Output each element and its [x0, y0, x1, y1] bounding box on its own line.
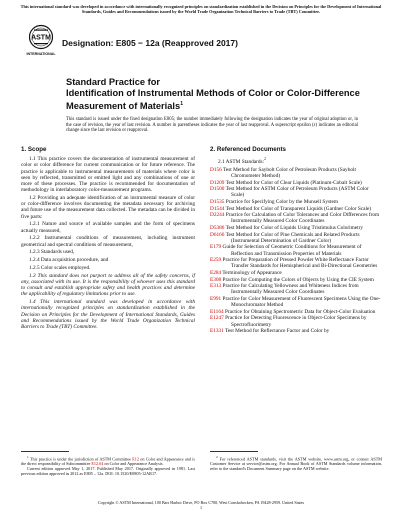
reference-code-link[interactable]: E1331: [210, 328, 224, 335]
logo-text: INTERNATIONAL: [26, 52, 56, 56]
tbt-notice: This international standard was developed in accordance with internationally recognized principles on standardization established in the Decision on Principles for the Development of International Standards, Guides and Recommendations issued by the World Trade Organization Technical Barriers to Trade (TBT) Committee.: [20, 4, 382, 15]
reference-code-link[interactable]: D1535: [210, 198, 225, 205]
reference-item: [210, 212, 382, 224]
standard-label: Standard Practice for: [66, 77, 161, 87]
footnote-2-body: For referenced ASTM standards, visit the ASTM website, www.astm.org, or contact ASTM Customer Service at service@astm.org. For Annual Book of ASTM Standards volume information, refer to the standard's Document Summary page on the ASTM website.: [210, 456, 383, 472]
reference-code-link[interactable]: D1209: [210, 179, 225, 186]
footnote-1-mark: 1: [27, 455, 29, 459]
reference-item: [210, 270, 382, 276]
footnote-mark-2: 2: [264, 157, 266, 162]
reference-title: Terminology of Appearance: [222, 269, 282, 276]
reference-code-link[interactable]: D156: [210, 166, 222, 173]
reference-item: [210, 206, 382, 212]
reference-code-link[interactable]: D1544: [210, 205, 225, 212]
section-heading-references: 2. Referenced Documents: [210, 146, 286, 153]
section-heading-scope: 1. Scope: [21, 146, 47, 153]
paragraph-1-2-5: 1.2.5 Color scales employed.: [29, 265, 91, 272]
reference-item: [210, 199, 382, 205]
reference-code-link[interactable]: E1164: [210, 308, 224, 315]
paragraph-1-2: 1.2 Providing an adequate identification of an instrumental measure of color or color-difference involves documenting the metadata necessary for archiving and future use of the measurement data collected. The metadata can be divided in five parts:: [21, 195, 195, 220]
reference-item: [210, 309, 382, 315]
reference-title: Practice for Computing the Colors of Objects by Using the CIE System: [222, 276, 374, 283]
paragraph-1-1: 1.1 This practice covers the documentation of instrumental measurement of color or color difference for current communication or for future reference. The practice is applicable to instrumental measurements of materials where color is seen by reflected, transmitted or emitted light and any combinations of one or more of these processes. The practice is recommended for documentation of methodology in interlaboratory color-measurement programs.: [21, 156, 195, 194]
footnote-2-mark: 2: [216, 455, 218, 459]
reference-code-link[interactable]: D2244: [210, 212, 225, 219]
paragraph-1-4: 1.4 This international standard was developed in accordance with internationally recognized principles on standardization established in the Decision on Principles for the Development of International Standards, Guides and Recommendations issued by the World Trade Organization Technical Barriers to Trade (TBT) Committee.: [21, 299, 195, 331]
reference-title: Test Method for Color of Liquids Using Tristimulus Colorimetry: [225, 224, 364, 231]
reference-code-link[interactable]: D6166: [210, 231, 225, 238]
paragraph-1-2-4: 1.2.4 Data acquisition procedure, and: [29, 257, 109, 264]
reference-code-link[interactable]: E179: [210, 244, 222, 251]
footnote-rule: [210, 451, 258, 452]
reference-item: [210, 257, 382, 269]
footnote-1-mid: on Color and Appearance and is the direct responsibility of Subcommittee: [21, 456, 196, 467]
reference-title: Practice for Obtaining Spectrometric Data for Object-Color Evaluation: [224, 308, 376, 315]
reference-title: Practice for Preparation of Pressed Powder White Reflectance Factor Transfer Standards for Hemispherical and Bi-Directional Geometries: [222, 257, 378, 270]
reference-title: Practice for Color Measurement of Fluorescent Specimens Using the One-Monochromator Method: [222, 295, 381, 309]
paragraph-1-2-1: 1.2.1 Nature and source of available samples and the form of specimens actually measured,: [21, 221, 195, 234]
copyright-text: Copyright © ASTM International, 100 Barr Harbor Drive, PO Box C700, West Conshohocken, PA 19428-2959. United States: [97, 500, 305, 505]
reference-code-link[interactable]: D1500: [210, 186, 225, 193]
footnote-1-post: on Color and Appearance Analysis.: [104, 461, 164, 467]
reference-title: Test Method for Reflectance Factor and Color by: [225, 328, 330, 335]
footnote-1: [21, 455, 195, 476]
title-footnote-mark: 1: [180, 101, 183, 107]
reference-item: [210, 232, 382, 244]
reference-code-link[interactable]: E308: [210, 276, 222, 283]
reference-code-link[interactable]: E259: [210, 257, 222, 264]
reference-item: [210, 225, 382, 231]
reference-item: [210, 180, 382, 186]
paragraph-1-2-2: 1.2.2 Instrumental conditions of measurement, including instrument geometrical and spectral conditions of measurement,: [21, 235, 195, 248]
reference-code-link[interactable]: E284: [210, 269, 222, 276]
reference-title: Practice for Detecting Fluorescence in Object-Color Specimens by Spectrofluorimetry: [225, 315, 367, 328]
reference-title: Test Method for Color of Clear Liquids (Platinum-Cobalt Scale): [225, 179, 362, 186]
reference-title: Test Method for Color of Pine Chemicals and Related Products (Instrumental Determination of Gardner Color): [225, 231, 360, 244]
copyright-line: [20, 500, 382, 510]
reference-code-link[interactable]: D5386: [210, 224, 225, 231]
reference-item: [210, 296, 382, 308]
title-text: Identification of Instrumental Methods of Color or Color-Difference Measurement of Materials: [66, 88, 360, 112]
footnote-rule: [21, 451, 69, 452]
reference-item: [210, 244, 382, 256]
footnote-1-jurisdiction: [21, 455, 195, 466]
paragraph-1-3: 1.3 This standard does not purport to address all of the safety concerns, if any, associated with its use. It is the responsibility of whoever uses this standard to consult and establish appropriate safety and health practices and determine the applicability of regulatory limitations prior to use.: [21, 272, 195, 298]
reference-item: [210, 277, 382, 283]
reference-item: [210, 167, 382, 179]
reference-title: Practice for Calculation of Color Tolerances and Color Differences from Instrumentally Measured Color Coordinates: [225, 212, 380, 225]
reference-item: [210, 283, 382, 295]
footnote-2-text: [210, 455, 382, 471]
footnote-1-pre: This practice is under the jurisdiction of ASTM Committee: [29, 456, 131, 462]
committee-link[interactable]: E12: [132, 456, 139, 462]
reference-title: Guide for Selection of Geometric Conditions for Measurement of Reflection and Transmission Properties of Materials: [222, 244, 362, 257]
reference-item: [210, 315, 382, 327]
paragraph-1-2-3: 1.2.3 Standards used,: [29, 249, 75, 256]
page-number: 1: [199, 505, 203, 510]
reference-code-link[interactable]: E991: [210, 295, 222, 302]
designation: Designation: E805 − 12a (Reapproved 2017): [62, 38, 238, 48]
reference-title: Test Method for ASTM Color of Petroleum Products (ASTM Color Scale): [225, 186, 369, 199]
astm-logo: [28, 24, 54, 64]
footnote-1-edition: Current edition approved May 1, 2017. Published May 2017. Originally approved in 1981. Last previous edition approved in 2012 as E805 – 12a. DOI: 10.1520/E0805-12AR17.: [21, 466, 195, 477]
reference-title: Practice for Specifying Color by the Munsell System: [225, 198, 338, 205]
footnote-2: [210, 455, 382, 471]
astm-standards-label: [210, 156, 382, 165]
reference-item: [210, 186, 382, 198]
reference-item: [210, 328, 382, 334]
right-column: [210, 147, 382, 335]
reference-code-link[interactable]: E313: [210, 283, 222, 290]
svg-text:ASTM: ASTM: [31, 34, 51, 42]
reference-title: Test Method for Color of Transparent Liquids (Gardner Color Scale): [225, 205, 372, 212]
left-column: [21, 147, 195, 332]
subcommittee-link[interactable]: E12.04: [91, 461, 104, 467]
designation-intro: This standard is issued under the fixed designation E805; the number immediately following the designation indicates the year of original adoption or, in the case of revision, the year of last revision. A number in parentheses indicates the year of last reapproval. A superscript epsilon (ε) indicates an editorial change since the last revision or reapproval.: [66, 117, 358, 134]
astm-standards-text: 2.1 ASTM Standards:: [218, 158, 265, 165]
reference-code-link[interactable]: E1247: [210, 315, 224, 322]
reference-list: [210, 167, 382, 335]
document-title: [66, 88, 366, 112]
reference-title: Practice for Calculating Yellowness and Whiteness Indices from Instrumentally Measured Color Coordinates: [222, 283, 359, 296]
reference-title: Test Method for Saybolt Color of Petroleum Products (Saybolt Chromometer Method): [223, 166, 356, 179]
